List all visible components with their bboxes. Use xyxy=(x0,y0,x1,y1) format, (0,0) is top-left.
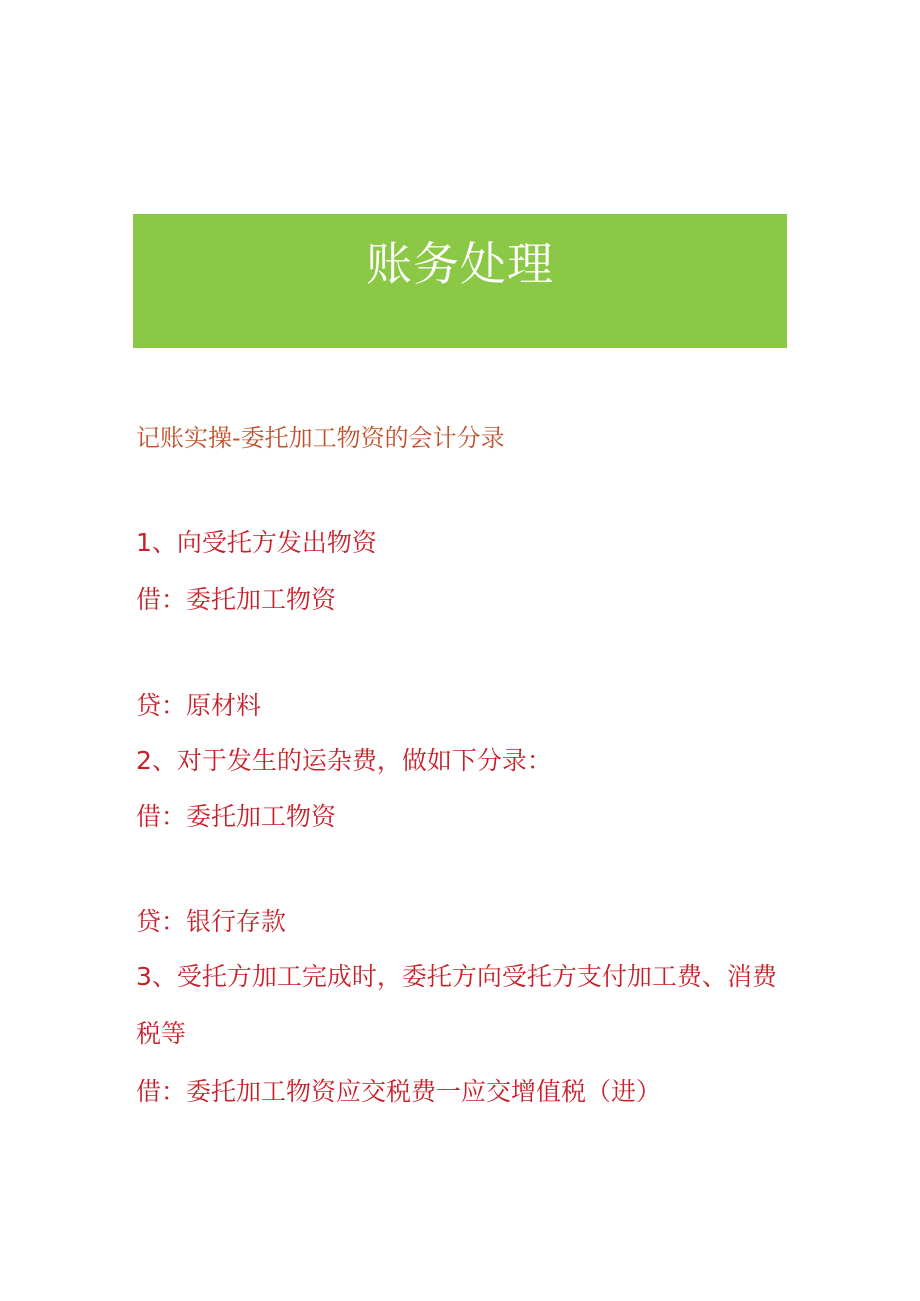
step-2-debit: 借：委托加工物资 xyxy=(136,802,337,831)
step-2-credit: 贷：银行存款 xyxy=(136,907,287,936)
step-1-credit: 贷：原材料 xyxy=(136,691,262,720)
step-3-heading: 3、受托方加工完成时，委托方向受托方支付加工费、消费 xyxy=(136,962,777,991)
step-3-heading-cont: 税等 xyxy=(136,1019,187,1048)
banner-title: 账务处理 xyxy=(366,237,554,291)
step-2-heading: 2、对于发生的运杂费，做如下分录： xyxy=(136,746,552,775)
step-3-debit: 借：委托加工物资应交税费一应交增值税（进） xyxy=(136,1077,662,1106)
step-1-debit: 借：委托加工物资 xyxy=(136,585,337,614)
section-subtitle: 记账实操-委托加工物资的会计分录 xyxy=(136,424,505,452)
title-banner xyxy=(133,214,787,348)
step-1-heading: 1、向受托方发出物资 xyxy=(136,528,377,557)
